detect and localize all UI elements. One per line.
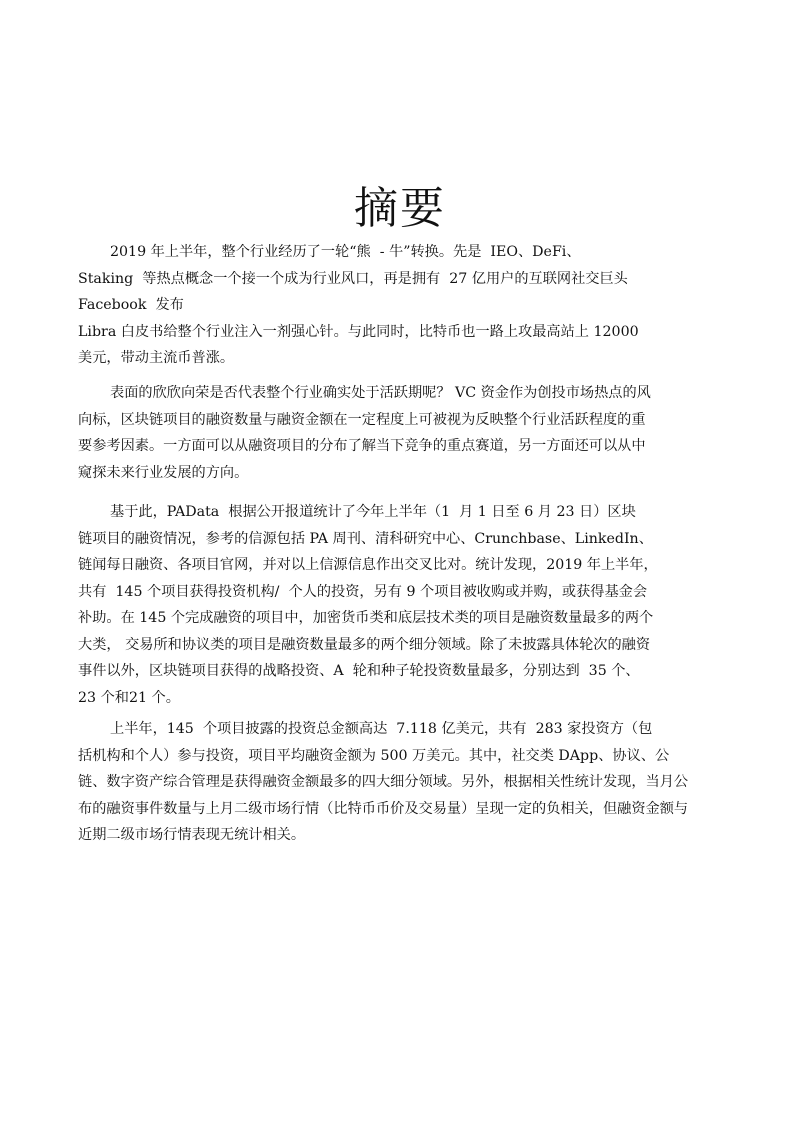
paragraph-line: 窥探未来行业发展的方向。 [78, 464, 249, 481]
paragraph-line: Staking 等热点概念一个接一个成为行业风口，再是拥有 27 亿用户的互联网社交巨头 [78, 270, 628, 287]
paragraph-line: Libra 白皮书给整个行业注入一剂强心针。与此同时，比特币也一路上攻最高站上 12000 [78, 323, 639, 340]
paragraph-line: 链项目的融资情况，参考的信源包括 PA 周刊、清科研究中心、Crunchbase、LinkedIn、 [78, 530, 653, 547]
paragraph-line: 链、数字资产综合管理是获得融资金额最多的四大细分领域。另外，根据相关性统计发现，当月公 [78, 774, 689, 790]
paragraph-line: Facebook 发布 [78, 297, 184, 313]
paragraph-line: 2019 年上半年，整个行业经历了一轮“熊 - 牛”转换。先是 IEO、DeFi、 [110, 244, 581, 260]
paragraph-line: 向标，区块链项目的融资数量与融资金额在一定程度上可被视为反映整个行业活跃程度的重 [78, 411, 646, 428]
paragraph-line: 链闻每日融资、各项目官网，并对以上信源信息作出交叉比对。统计发现，2019 年上半年， [78, 557, 658, 573]
paragraph-line: 大类， 交易所和协议类的项目是融资数量最多的两个细分领域。除了未披露具体轮次的融资 [78, 636, 651, 653]
paragraph-1 [78, 239, 730, 372]
paragraph-line: 表面的欣欣向荣是否代表整个行业确实处于活跃期呢？ VC 资金作为创投市场热点的风 [110, 385, 651, 401]
paragraph-line: 要参考因素。一方面可以从融资项目的分布了解当下竞争的重点赛道，另一方面还可以从中 [78, 438, 646, 454]
paragraph-line: 上半年，145 个项目披露的投资总金额高达 7.118 亿美元，共有 283 家投资方（包 [110, 721, 653, 737]
paragraph-line: 布的融资事件数量与上月二级市场行情（比特币币价及交易量）呈现一定的负相关，但融资金额与 [78, 800, 689, 817]
paragraph-2 [78, 380, 730, 486]
paragraph-line: 近期二级市场行情表现无统计相关。 [78, 827, 306, 843]
paragraph-line: 事件以外，区块链项目获得的战略投资、A 轮和种子轮投资数量最多，分别达到 35 个、 [78, 663, 640, 679]
paragraph-3 [78, 499, 730, 711]
paragraph-line: 美元，带动主流币普涨。 [78, 350, 235, 366]
page-title: 摘要 [354, 183, 446, 235]
paragraph-4 [78, 716, 730, 849]
paragraph-line: 补助。在 145 个完成融资的项目中，加密货币类和底层技术类的项目是融资数量最多的两个 [78, 610, 654, 626]
paragraph-line: 共有 145 个项目获得投资机构/ 个人的投资，另有 9 个项目被收购或并购，或获得基金会 [78, 583, 648, 600]
paragraph-line: 括机构和个人）参与投资，项目平均融资金额为 500 万美元。其中，社交类 DApp、协议、公 [78, 747, 670, 764]
paragraph-line: 基于此，PAData 根据公开报道统计了今年上半年（1 月 1 日至 6 月 23 日）区块 [110, 504, 636, 520]
paragraph-line: 23 个和21 个。 [78, 689, 180, 706]
